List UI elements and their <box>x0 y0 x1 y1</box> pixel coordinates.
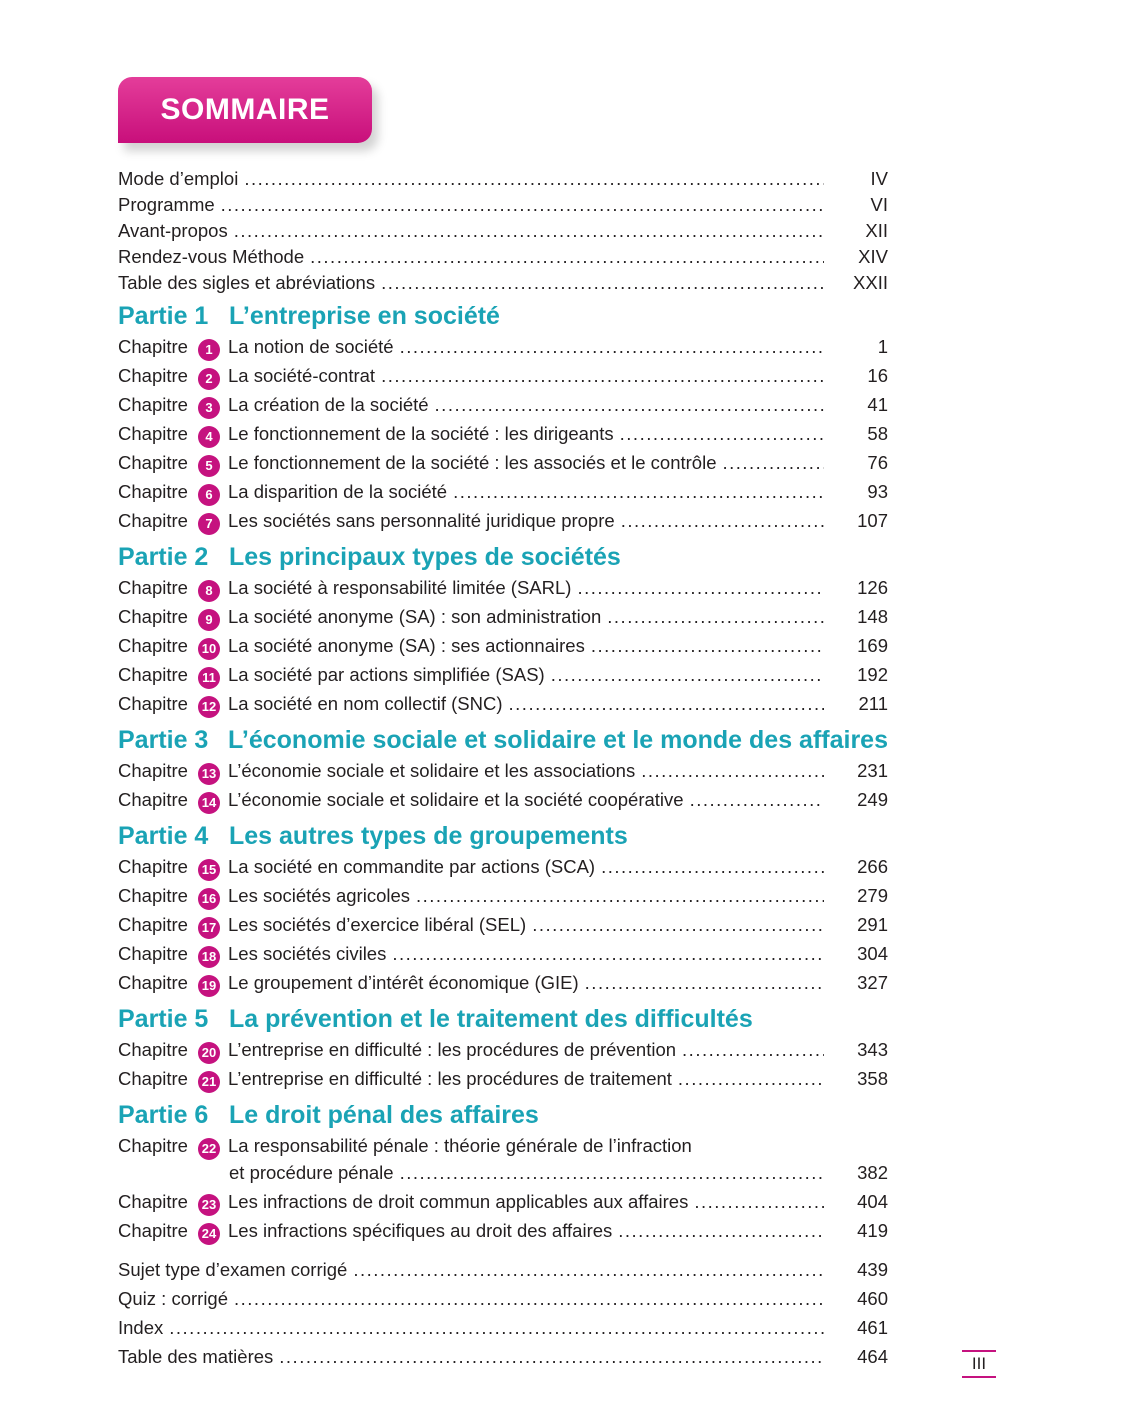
chapter-number-badge: 17 <box>198 917 220 939</box>
dot-leader <box>591 635 824 657</box>
page-number: XXII <box>853 272 888 293</box>
page-number: 211 <box>858 693 888 714</box>
chapter-entry[interactable] <box>118 635 888 664</box>
dot-leader <box>509 693 824 715</box>
chapter-word: Chapitre <box>118 365 188 386</box>
chapter-word: Chapitre <box>118 1135 188 1156</box>
page-number: 404 <box>857 1191 888 1212</box>
chapter-title: L’économie sociale et solidaire et la société coopérative <box>228 789 684 810</box>
chapter-word: Chapitre <box>118 885 188 906</box>
chapter-word: Chapitre <box>118 789 188 810</box>
chapter-number-badge: 14 <box>198 792 220 814</box>
chapter-entry[interactable] <box>118 606 888 635</box>
chapter-entry[interactable] <box>118 760 888 789</box>
chapter-title: La responsabilité pénale : théorie générale de l’infraction <box>228 1135 692 1156</box>
dot-leader <box>400 1162 824 1184</box>
chapter-word: Chapitre <box>118 1220 188 1241</box>
chapter-title: Les sociétés agricoles <box>228 885 411 906</box>
chapter-entry-continuation[interactable] <box>118 1162 888 1191</box>
chapter-number-badge: 5 <box>198 455 220 477</box>
dot-leader <box>641 760 824 782</box>
chapter-word: Chapitre <box>118 914 188 935</box>
entry-title: Quiz : corrigé <box>118 1288 229 1309</box>
dot-leader <box>620 423 824 445</box>
part-title: L’économie sociale et solidaire et le monde des affaires <box>228 726 888 754</box>
chapter-number-badge: 16 <box>198 888 220 910</box>
chapter-word: Chapitre <box>118 606 188 627</box>
chapter-entry[interactable] <box>118 365 888 394</box>
page-number: 358 <box>857 1068 888 1089</box>
chapter-entry[interactable] <box>118 394 888 423</box>
sommaire-title-tab <box>118 77 372 143</box>
page-number: 76 <box>867 452 888 473</box>
chapter-number-badge: 10 <box>198 638 220 660</box>
chapter-title: Les infractions spécifiques au droit des affaires <box>228 1220 613 1241</box>
page-number: 304 <box>857 943 888 964</box>
table-of-contents <box>118 168 888 1375</box>
chapter-number-badge: 7 <box>198 513 220 535</box>
chapter-word: Chapitre <box>118 635 188 656</box>
toc-entry[interactable] <box>118 246 888 272</box>
chapter-entry[interactable] <box>118 885 888 914</box>
part-title: L’entreprise en société <box>229 302 500 330</box>
chapter-number-badge: 20 <box>198 1042 220 1064</box>
page-number: 382 <box>857 1162 888 1183</box>
chapter-word: Chapitre <box>118 1191 188 1212</box>
dot-leader <box>532 914 824 936</box>
part-title: Les principaux types de sociétés <box>229 543 621 571</box>
part-heading <box>118 1101 888 1135</box>
chapter-word: Chapitre <box>118 481 188 502</box>
dot-leader <box>381 272 824 294</box>
page-number: 461 <box>857 1317 888 1338</box>
part-heading <box>118 822 888 856</box>
page-number: 279 <box>857 885 888 906</box>
part-label: Partie 4 <box>118 822 209 850</box>
chapter-entry[interactable] <box>118 510 888 539</box>
part-heading <box>118 543 888 577</box>
chapter-title: La société anonyme (SA) : ses actionnaires <box>228 635 585 656</box>
folio-rule-top <box>962 1350 996 1352</box>
dot-leader <box>678 1068 824 1090</box>
chapter-entry[interactable] <box>118 481 888 510</box>
toc-entry[interactable] <box>118 1317 888 1346</box>
page-number: 439 <box>857 1259 888 1280</box>
chapter-entry[interactable] <box>118 1191 888 1220</box>
part-label: Partie 1 <box>118 302 209 330</box>
dot-leader <box>392 943 824 965</box>
chapter-title: La société-contrat <box>228 365 376 386</box>
toc-entry[interactable] <box>118 220 888 246</box>
dot-leader <box>234 220 824 242</box>
entry-title: Programme <box>118 194 215 215</box>
toc-entry[interactable] <box>118 1346 888 1375</box>
entry-title: Mode d’emploi <box>118 168 239 189</box>
dot-leader <box>221 194 824 216</box>
page-number: IV <box>870 168 888 189</box>
dot-leader <box>722 452 824 474</box>
chapter-number-badge: 11 <box>198 667 220 689</box>
chapter-number-badge: 13 <box>198 763 220 785</box>
chapter-entry[interactable] <box>118 914 888 943</box>
entry-title: Rendez-vous Méthode <box>118 246 305 267</box>
chapter-entry[interactable] <box>118 972 888 1001</box>
chapter-word: Chapitre <box>118 972 188 993</box>
chapter-title: L’entreprise en difficulté : les procédures de prévention <box>228 1039 677 1060</box>
section-gap <box>118 1249 888 1259</box>
chapter-number-badge: 9 <box>198 609 220 631</box>
chapter-title: Le fonctionnement de la société : les associés et le contrôle <box>228 452 717 473</box>
entry-title: Table des matières <box>118 1346 274 1367</box>
page-number: XIV <box>858 246 888 267</box>
chapter-number-badge: 22 <box>198 1138 220 1160</box>
chapter-entry[interactable] <box>118 1068 888 1097</box>
chapter-entry[interactable] <box>118 943 888 972</box>
chapter-word: Chapitre <box>118 856 188 877</box>
chapter-title: La société anonyme (SA) : son administration <box>228 606 602 627</box>
page-number: 107 <box>857 510 888 531</box>
page-number: 126 <box>857 577 888 598</box>
chapter-word: Chapitre <box>118 664 188 685</box>
chapter-title: Les sociétés sans personnalité juridique propre <box>228 510 615 531</box>
dot-leader <box>435 394 824 416</box>
chapter-word: Chapitre <box>118 1068 188 1089</box>
chapter-title: L’économie sociale et solidaire et les associations <box>228 760 636 781</box>
dot-leader <box>618 1220 824 1242</box>
entry-title: Sujet type d’examen corrigé <box>118 1259 348 1280</box>
part-label: Partie 3 <box>118 726 209 754</box>
dot-leader <box>601 856 824 878</box>
dot-leader <box>416 885 824 907</box>
chapter-number-badge: 15 <box>198 859 220 881</box>
chapter-title: La société en commandite par actions (SCA) <box>228 856 596 877</box>
chapter-word: Chapitre <box>118 452 188 473</box>
chapter-word: Chapitre <box>118 336 188 357</box>
dot-leader <box>585 972 824 994</box>
page-number: 93 <box>867 481 888 502</box>
toc-entry[interactable] <box>118 1259 888 1288</box>
chapter-title: Le fonctionnement de la société : les dirigeants <box>228 423 614 444</box>
chapter-number-badge: 8 <box>198 580 220 602</box>
chapter-number-badge: 18 <box>198 946 220 968</box>
chapter-title: Les infractions de droit commun applicables aux affaires <box>228 1191 689 1212</box>
part-title: La prévention et le traitement des difficultés <box>229 1005 753 1033</box>
chapter-number-badge: 3 <box>198 397 220 419</box>
page-title: SOMMAIRE <box>160 93 330 126</box>
dot-leader <box>400 336 824 358</box>
chapter-title: La disparition de la société <box>228 481 448 502</box>
dot-leader <box>453 481 824 503</box>
chapter-title: La société par actions simplifiée (SAS) <box>228 664 545 685</box>
dot-leader <box>694 1191 824 1213</box>
entry-title: Table des sigles et abréviations <box>118 272 376 293</box>
page-number: 16 <box>867 365 888 386</box>
chapter-entry[interactable] <box>118 336 888 365</box>
dot-leader <box>577 577 824 599</box>
page-number: 192 <box>857 664 888 685</box>
dot-leader <box>169 1317 824 1339</box>
chapter-title: Les sociétés d’exercice libéral (SEL) <box>228 914 527 935</box>
page-number: 1 <box>877 336 888 357</box>
chapter-entry[interactable] <box>118 789 888 818</box>
dot-leader <box>279 1346 824 1368</box>
chapter-entry[interactable] <box>118 856 888 885</box>
chapter-title: La société à responsabilité limitée (SARL) <box>228 577 572 598</box>
page-number: 148 <box>857 606 888 627</box>
page-number: 169 <box>857 635 888 656</box>
chapter-word: Chapitre <box>118 510 188 531</box>
chapter-entry[interactable] <box>118 1039 888 1068</box>
dot-leader <box>682 1039 824 1061</box>
page-number: 58 <box>867 423 888 444</box>
page-number: VI <box>870 194 888 215</box>
dot-leader <box>310 246 824 268</box>
folio-rule-bottom <box>962 1376 996 1378</box>
chapter-word: Chapitre <box>118 693 188 714</box>
entry-title: Avant-propos <box>118 220 228 241</box>
toc-entry[interactable] <box>118 168 888 194</box>
chapter-entry[interactable] <box>118 452 888 481</box>
chapter-number-badge: 19 <box>198 975 220 997</box>
chapter-title-continued: et procédure pénale <box>229 1162 394 1183</box>
chapter-word: Chapitre <box>118 760 188 781</box>
dot-leader <box>621 510 824 532</box>
page-number: 266 <box>857 856 888 877</box>
chapter-entry[interactable] <box>118 577 888 606</box>
chapter-number-badge: 1 <box>198 339 220 361</box>
dot-leader <box>690 789 824 811</box>
chapter-title: La notion de société <box>228 336 394 357</box>
page-number: 249 <box>857 789 888 810</box>
chapter-number-badge: 21 <box>198 1071 220 1093</box>
part-title: Le droit pénal des affaires <box>229 1101 539 1129</box>
entry-title: Index <box>118 1317 164 1338</box>
chapter-number-badge: 24 <box>198 1223 220 1245</box>
part-heading <box>118 1005 888 1039</box>
dot-leader <box>551 664 824 686</box>
page-number: 327 <box>857 972 888 993</box>
toc-entry[interactable] <box>118 194 888 220</box>
dot-leader <box>244 168 824 190</box>
dot-leader <box>234 1288 824 1310</box>
chapter-title: L’entreprise en difficulté : les procédures de traitement <box>228 1068 672 1089</box>
page-number: 41 <box>867 394 888 415</box>
folio-number: III <box>971 1354 987 1373</box>
page-number: 419 <box>857 1220 888 1241</box>
toc-entry[interactable] <box>118 272 888 298</box>
page-number: XII <box>865 220 888 241</box>
chapter-title: La société en nom collectif (SNC) <box>228 693 503 714</box>
chapter-word: Chapitre <box>118 577 188 598</box>
page-number: 231 <box>857 760 888 781</box>
page-number: 343 <box>857 1039 888 1060</box>
toc-entry[interactable] <box>118 1288 888 1317</box>
chapter-entry[interactable] <box>118 1135 888 1162</box>
chapter-number-badge: 23 <box>198 1194 220 1216</box>
dot-leader <box>353 1259 824 1281</box>
chapter-entry[interactable] <box>118 1220 888 1249</box>
chapter-word: Chapitre <box>118 394 188 415</box>
dot-leader <box>607 606 824 628</box>
page-number: 460 <box>857 1288 888 1309</box>
chapter-title: Les sociétés civiles <box>228 943 387 964</box>
page-number: 291 <box>857 914 888 935</box>
part-label: Partie 5 <box>118 1005 209 1033</box>
chapter-word: Chapitre <box>118 1039 188 1060</box>
page-number: 464 <box>857 1346 888 1367</box>
chapter-number-badge: 4 <box>198 426 220 448</box>
part-title: Les autres types de groupements <box>229 822 628 850</box>
chapter-number-badge: 2 <box>198 368 220 390</box>
part-heading <box>118 726 888 760</box>
part-label: Partie 2 <box>118 543 209 571</box>
chapter-word: Chapitre <box>118 423 188 444</box>
chapter-number-badge: 6 <box>198 484 220 506</box>
chapter-title: Le groupement d’intérêt économique (GIE) <box>228 972 579 993</box>
chapter-entry[interactable] <box>118 423 888 452</box>
chapter-word: Chapitre <box>118 943 188 964</box>
page-folio <box>962 1348 996 1380</box>
chapter-title: La création de la société <box>228 394 429 415</box>
part-heading <box>118 302 888 336</box>
chapter-entry[interactable] <box>118 693 888 722</box>
dot-leader <box>381 365 824 387</box>
chapter-entry[interactable] <box>118 664 888 693</box>
chapter-number-badge: 12 <box>198 696 220 718</box>
part-label: Partie 6 <box>118 1101 209 1129</box>
